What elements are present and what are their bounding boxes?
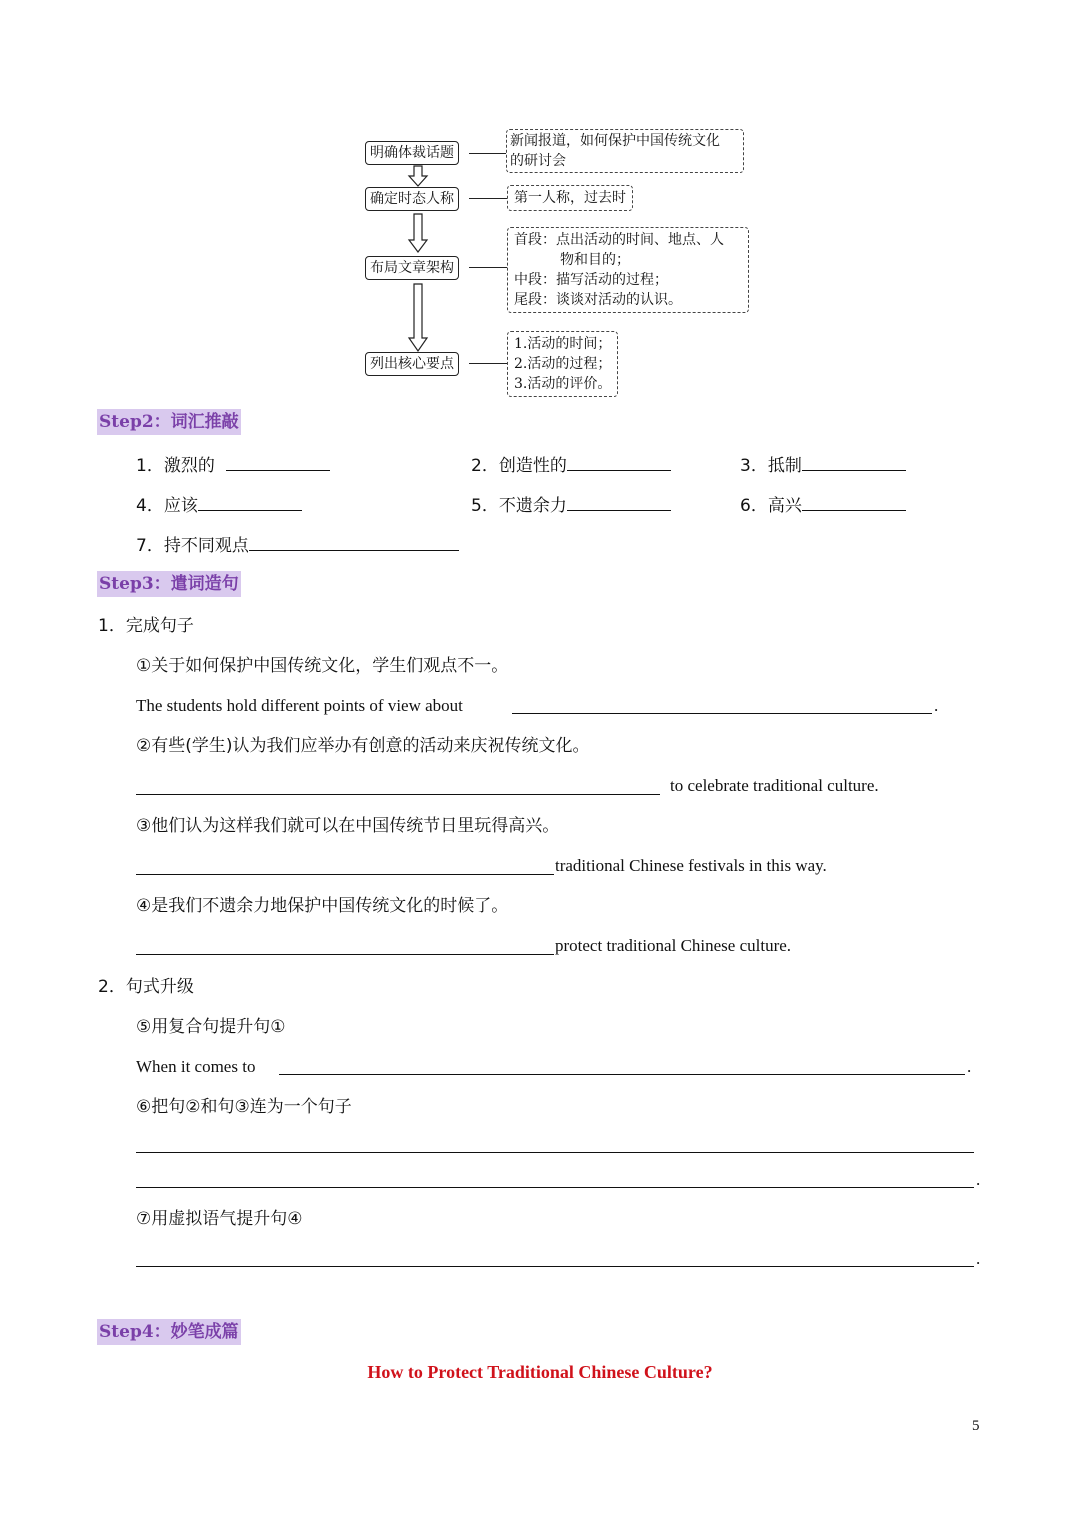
connector (469, 363, 507, 364)
answer-line[interactable] (136, 954, 554, 955)
period: . (967, 1057, 972, 1076)
period: . (934, 696, 939, 715)
connector (469, 153, 507, 154)
sentence-4-en: protect traditional Chinese culture. (555, 936, 792, 955)
period: . (976, 1170, 981, 1189)
vocab-item-5: 5．不遗余力 (471, 492, 671, 518)
note-points: 1.活动的时间； 2.活动的过程； 3.活动的评价。 (507, 331, 618, 397)
sentence-6-cn: ⑥把句②和句③连为一个句子 (136, 1097, 352, 1117)
sentence-2-cn: ②有些(学生)认为我们应举办有创意的活动来庆祝传统文化。 (136, 736, 590, 756)
answer-line[interactable] (279, 1074, 965, 1075)
sentence-1-cn: ①关于如何保护中国传统文化，学生们观点不一。 (136, 656, 509, 676)
connector (469, 198, 507, 199)
answer-line[interactable] (136, 1152, 974, 1153)
answer-blank[interactable] (226, 452, 330, 471)
answer-line[interactable] (512, 713, 932, 714)
sentence-2-en: to celebrate traditional culture. (670, 776, 879, 795)
vocab-item-1: 1．激烈的 (136, 452, 330, 478)
sentence-5-en: When it comes to (136, 1057, 256, 1076)
sentence-4-cn: ④是我们不遗余力地保护中国传统文化的时候了。 (136, 896, 509, 916)
answer-line[interactable] (136, 1187, 974, 1188)
step2-heading: Step2：词汇推敲 (97, 409, 241, 435)
essay-title: How to Protect Traditional Chinese Culture? (367, 1362, 713, 1382)
period: . (976, 1249, 981, 1268)
flow-step-tense: 确定时态人称 (365, 187, 459, 211)
step3-heading: Step3：遣词造句 (97, 571, 241, 597)
connector (469, 267, 507, 268)
answer-blank[interactable] (802, 452, 906, 471)
vocab-item-3: 3．抵制 (740, 452, 906, 478)
note-genre: 新闻报道，如何保护中国传统文化 的研讨会 (506, 129, 744, 173)
sentence-7-cn: ⑦用虚拟语气提升句④ (136, 1209, 303, 1229)
part2-label: 2．句式升级 (98, 977, 194, 997)
answer-line[interactable] (136, 794, 660, 795)
note-tense: 第一人称，过去时 (507, 185, 633, 211)
vocab-item-6: 6．高兴 (740, 492, 906, 518)
answer-blank[interactable] (567, 452, 671, 471)
flow-step-points: 列出核心要点 (365, 352, 459, 376)
answer-blank[interactable] (198, 492, 302, 511)
sentence-3-en: traditional Chinese festivals in this way. (555, 856, 827, 875)
answer-blank[interactable] (567, 492, 671, 511)
page-number: 5 (972, 1418, 980, 1434)
part1-label: 1．完成句子 (98, 616, 194, 636)
sentence-3-cn: ③他们认为这样我们就可以在中国传统节日里玩得高兴。 (136, 816, 560, 836)
vocab-item-4: 4．应该 (136, 492, 302, 518)
answer-line[interactable] (136, 1266, 974, 1267)
flow-step-genre: 明确体裁话题 (365, 141, 459, 165)
flow-arrows (400, 160, 436, 360)
sentence-5-cn: ⑤用复合句提升句① (136, 1017, 286, 1037)
flow-step-structure: 布局文章架构 (365, 256, 459, 280)
sentence-1-en: The students hold different points of view about (136, 696, 463, 715)
vocab-item-7: 7．持不同观点 (136, 532, 459, 558)
step4-heading: Step4：妙笔成篇 (97, 1319, 241, 1345)
note-structure: 首段：点出活动的时间、地点、人 物和目的； 中段：描写活动的过程； 尾段：谈谈对活动的认识。 (507, 227, 749, 313)
answer-blank[interactable] (249, 532, 459, 551)
answer-line[interactable] (136, 874, 554, 875)
answer-blank[interactable] (802, 492, 906, 511)
vocab-item-2: 2．创造性的 (471, 452, 671, 478)
